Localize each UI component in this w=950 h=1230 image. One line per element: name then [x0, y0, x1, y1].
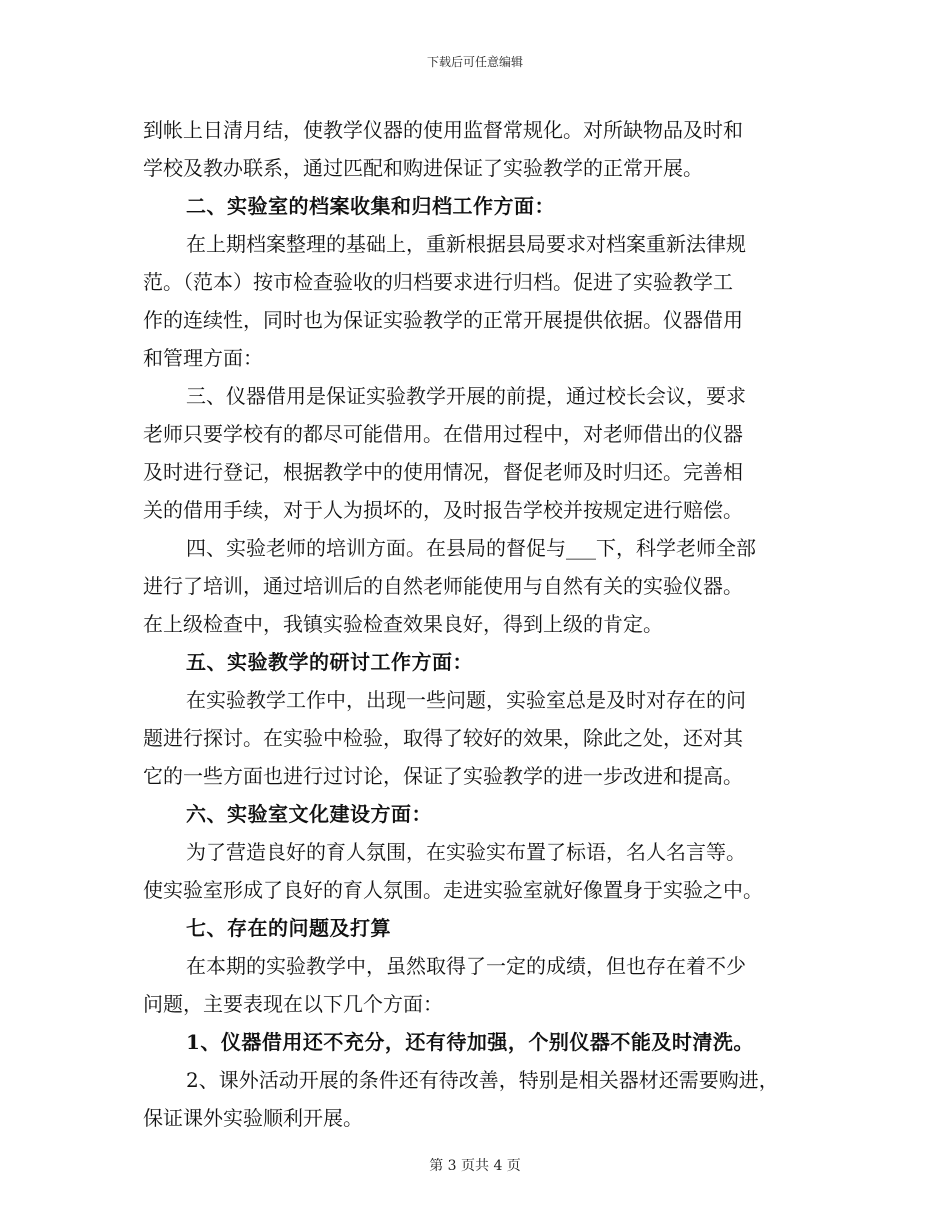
list-item: 1、仪器借用还不充分，还有待加强，个别仪器不能及时清洗。 — [186, 1030, 754, 1054]
page-footer: 第 3 页共 4 页 — [429, 1158, 521, 1174]
paragraph-line: 在上级检查中，我镇实验检查效果良好，得到上级的肯定。 — [143, 612, 663, 636]
section-heading: 二、实验室的档案收集和归档工作方面： — [186, 194, 555, 218]
paragraph-line: 老师只要学校有的都尽可能借用。在借用过程中，对老师借出的仪器 — [143, 422, 743, 446]
paragraph-line: 到帐上日清月结，使教学仪器的使用监督常规化。对所缺物品及时和 — [143, 118, 743, 142]
paragraph-line: 和管理方面： — [143, 346, 263, 370]
page-header: 下载后可任意编辑 — [426, 55, 523, 69]
document-body — [143, 111, 813, 1137]
paragraph-line: 学校及教办联系，通过匹配和购进保证了实验教学的正常开展。 — [143, 156, 703, 180]
paragraph-line: 四、实验老师的培训方面。在县局的督促与___下，科学老师全部 — [186, 536, 756, 560]
paragraph-line: 作的连续性，同时也为保证实验教学的正常开展提供依据。仪器借用 — [143, 308, 743, 332]
paragraph-line: 在实验教学工作中，出现一些问题，实验室总是及时对存在的问 — [186, 688, 746, 712]
paragraph-line: 问题，主要表现在以下几个方面： — [143, 992, 443, 1016]
paragraph-line: 保证课外实验顺利开展。 — [143, 1106, 363, 1130]
paragraph-line: 及时进行登记，根据教学中的使用情况，督促老师及时归还。完善相 — [143, 460, 743, 484]
paragraph-line: 关的借用手续，对于人为损坏的，及时报告学校并按规定进行赔偿。 — [143, 498, 743, 522]
paragraph-line: 题进行探讨。在实验中检验，取得了较好的效果，除此之处，还对其 — [143, 726, 743, 750]
paragraph-line: 三、仪器借用是保证实验教学开展的前提，通过校长会议，要求 — [186, 384, 746, 408]
section-heading: 七、存在的问题及打算 — [186, 916, 391, 940]
paragraph-line: 在本期的实验教学中，虽然取得了一定的成绩，但也存在着不少 — [186, 954, 746, 978]
section-heading: 六、实验室文化建设方面： — [186, 802, 432, 826]
paragraph-line: 在上期档案整理的基础上，重新根据县局要求对档案重新法律规 — [186, 232, 746, 256]
list-item: 2、课外活动开展的条件还有待改善，特别是相关器材还需要购进， — [186, 1068, 779, 1092]
paragraph-line: 范。（范本）按市检查验收的归档要求进行归档。促进了实验教学工 — [143, 270, 733, 294]
paragraph-line: 进行了培训，通过培训后的自然老师能使用与自然有关的实验仪器。 — [143, 574, 743, 598]
paragraph-line: 使实验室形成了良好的育人氛围。走进实验室就好像置身于实验之中。 — [143, 878, 763, 902]
paragraph-line: 它的一些方面也进行过讨论，保证了实验教学的进一步改进和提高。 — [143, 764, 743, 788]
paragraph-line: 为了营造良好的育人氛围，在实验实布置了标语，名人名言等。 — [186, 840, 746, 864]
section-heading: 五、实验教学的研讨工作方面： — [186, 650, 473, 674]
